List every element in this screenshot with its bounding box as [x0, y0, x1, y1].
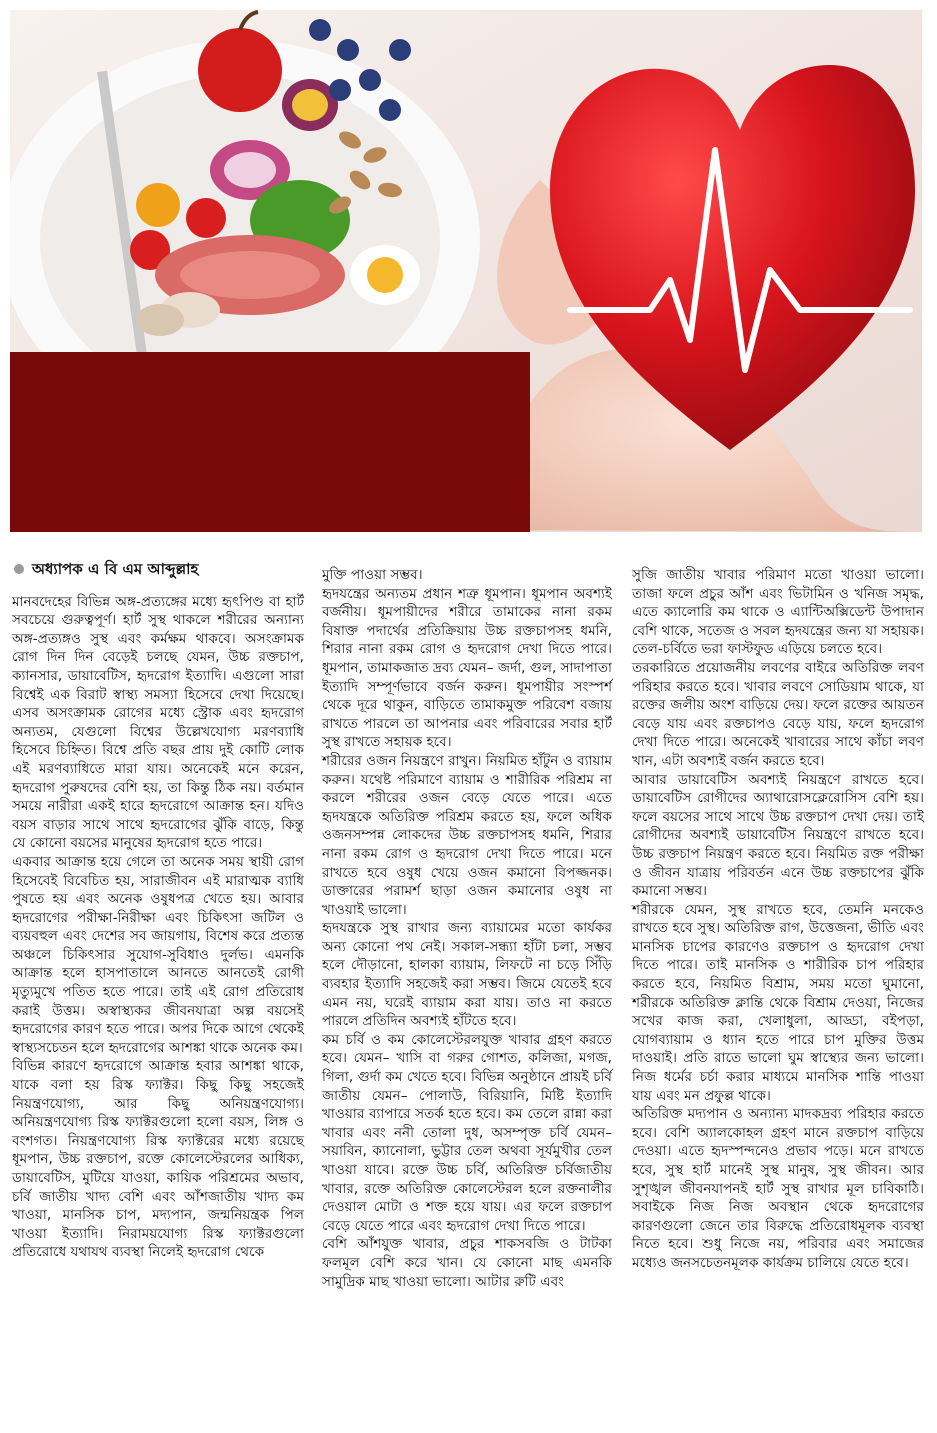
paragraph: শরীরকে যেমন, সুস্থ রাখতে হবে, তেমনি মনকেও রাখতে হবে সুস্থ। অতিরিক্ত রাগ, উত্তেজনা, ভীতি এবং মানসিক চাপের কারণেও রক্তচাপ ও হৃদরোগ দেখা দিতে পারে। তাই মানসিক ও শারীরিক চাপ পরিহার করতে হবে, নিয়মিত বিশ্রাম, সময় মতো ঘুমানো, শরীরকে অতিরিক্ত ক্লান্তি থেকে বিশ্রাম দেওয়া, নিজের সখের কাজ করা, খেলাধুলা, আড্ডা, বইপড়া, যোগব্যায়াম ও ধ্যান হতে পারে চাপ মুক্তির উত্তম দাওয়াই। প্রতি রাতে ভালো ঘুম স্বাস্থ্যের জন্য ভালো। নিজ ধর্মের চর্চা করার মাধ্যমে মানসিক শান্তি পাওয়া যায় এবং মন প্রফুল্ল থাকে। [632, 901, 924, 1104]
paragraph: মানবদেহের বিভিন্ন অঙ্গ-প্রত্যঙ্গের মধ্যে হৃৎপিণ্ড বা হার্ট সবচেয়ে গুরুত্বপূর্ণ। হার্ট সুস্থ থাকলে শরীরের অন্যান্য অঙ্গ-প্রত্যঙ্গও সুস্থ এবং কর্মক্ষম থাকবে। অসংক্রামক রোগ দিন দিন বেড়েই চলছে যেমন, উচ্চ রক্তচাপ, ক্যানসার, ডায়াবেটিস, হৃদরোগ ইত্যাদি। এগুলো সারা বিশ্বেই এক বিরাট স্বাস্থ্য সমস্যা হিসেবে দেখা দিয়েছে। এসব অসংক্রামক রোগের মধ্যে স্ট্রোক এবং হৃদরোগ অন্যতম, যেগুলো বিশ্বের উল্লেখযোগ্য মরণব্যাধি হিসেবে চিহ্নিত। বিশ্বে প্রতি বছর প্রায় দুই কোটি লোক এই মরণব্যাধিতে মারা যায়। অনেকেই মনে করেন, হৃদরোগ পুরুষদের বেশি হয়, তা কিন্তু ঠিক নয়। বর্তমান সময়ে নারীরা একই হারে হৃদরোগে আক্রান্ত হন। যদিও বয়স বাড়ার সাথে সাথে হৃদরোগের ঝুঁকি বাড়ে, কিন্তু যে কোনো বয়সের মানুষের হৃদরোগ হতে পারে। [12, 593, 304, 852]
bullet-dot-icon [14, 564, 24, 574]
author-name: অধ্যাপক এ বি এম আব্দুল্লাহ [32, 560, 199, 578]
paragraph: একবার আক্রান্ত হয়ে গেলে তা অনেক সময় স্থায়ী রোগ হিসেবেই বিবেচিত হয়, সারাজীবন এই মারাত্মক ব্যাধি পুষতে হয় এবং অনেক ওষুধপত্র খেতে হয়। আবার হৃদরোগের পরীক্ষা-নিরীক্ষা এবং চিকিৎসা জটিল ও ব্যয়বহুল এবং দেশের সব জায়গায়, বিশেষ করে প্রত্যন্ত অঞ্চলে চিকিৎসার সুযোগ-সুবিধাও দুর্লভ। এমনকি আক্রান্ত হলে হাসপাতালে আনতে আনতেই রোগী মৃত্যুমুখে পতিত হতে পারে। তাই এই রোগ প্রতিরোধ করাই উত্তম। অস্বাস্থ্যকর জীবনযাত্রা অল্প বয়সেই হৃদরোগের কারণ হতে পারে। অপর দিকে আগে থেকেই স্বাস্থ্যসচেতন হলে হৃদরোগের আশঙ্কা থাকে অনেক কম। [12, 853, 304, 1056]
article-column-3 [632, 566, 924, 1273]
article-column-1 [12, 560, 304, 1262]
paragraph: বেশি আঁশযুক্ত খাবার, প্রচুর শাকসবজি ও টাটকা ফলমূল বেশি করে খান। যে কোনো মাছ এমনকি সামুদ্রিক মাছ খাওয়া ভালো। আটার রুটি এবং [322, 1236, 612, 1290]
paragraph: তরকারিতে প্রয়োজনীয় লবণের বাইরে অতিরিক্ত লবণ পরিহার করতে হবে। খাবার লবণে সোডিয়াম থাকে, যা রক্তের জলীয় অংশ বাড়িয়ে দেয়। ফলে রক্তের আয়তন বেড়ে যায় এবং রক্তচাপও বেড়ে যায়, ফলে হৃদরোগ দেখা দিতে পারে। অনেকেই খাবারের সাথে কাঁচা লবণ খান, এটা অবশ্যই বর্জন করতে হবে। [632, 659, 924, 769]
apple [198, 28, 282, 112]
paragraph: সুজি জাতীয় খাবার পরিমাণ মতো খাওয়া ভালো। তাজা ফলে প্রচুর আঁশ এবং ভিটামিন ও খনিজ সমৃদ্ধ, এতে ক্যালোরি কম থাকে ও এ্যান্টিঅক্সিডেন্ট উপাদান বেশি থাকে, সতেজ ও সবল হৃদযন্ত্রের জন্য যা সহায়ক। তেল-চর্বিতে ভরা ফাস্টফুড এড়িয়ে চলতে হবে। [632, 567, 924, 658]
article-column-2 [322, 566, 612, 1291]
author-byline [12, 560, 304, 579]
paragraph: হৃদযন্ত্রের অন্যতম প্রধান শত্রু ধূমপান। ধূমপান অবশ্যই বর্জনীয়। ধূমপায়ীদের শরীরে তামাকের নানা রকম বিষাক্ত পদার্থের প্রতিক্রিয়ায় উচ্চ রক্তচাপসহ ধমনি, শিরার নানা রকম রোগ ও হৃদরোগ দেখা দিতে পারে। ধূমপান, তামাকজাত দ্রব্য যেমন– জর্দা, গুল, সাদাপাতা ইত্যাদি সম্পূর্ণভাবে বর্জন করুন। ধূমপায়ীর সংস্পর্শ থেকে দূরে থাকুন, বাড়িতে তামাকমুক্ত পরিবেশ বজায় রাখতে পারলে তা আপনার এবং পরিবারের সবার হার্ট সুস্থ রাখতে সহায়ক হবে। [322, 585, 612, 751]
paragraph: বিভিন্ন কারণে হৃদরোগে আক্রান্ত হবার আশঙ্কা থাকে, যাকে বলা হয় রিস্ক ফ্যাক্টর। কিছু কিছু সহজেই নিয়ন্ত্রণযোগ্য, আর কিছু অনিয়ন্ত্রণযোগ্য। অনিয়ন্ত্রণযোগ্য রিস্ক ফ্যাক্টরগুলো হলো বয়স, লিঙ্গ ও বংশগত। নিয়ন্ত্রণযোগ্য রিস্ক ফ্যাক্টরের মধ্যে রয়েছে ধূমপান, উচ্চ রক্তচাপ, রক্তে কোলেস্টেরলের আধিক্য, ডায়াবেটিস, মুটিয়ে যাওয়া, কায়িক পরিশ্রমের অভাব, চর্বি জাতীয় খাদ্য বেশি এবং আঁশজাতীয় খাদ্য কম খাওয়া, মানসিক চাপ, মদ্যপান, জন্মনিয়ন্ত্রক পিল খাওয়া ইত্যাদি। নিরাময়যোগ্য রিস্ক ফ্যাক্টরগুলো প্রতিরোধে যথাযথ ব্যবস্থা নিলেই হৃদরোগ থেকে [12, 1058, 304, 1261]
paragraph: হৃদযন্ত্রকে সুস্থ রাখার জন্য ব্যায়ামের মতো কার্যকর অন্য কোনো পথ নেই। সকাল-সন্ধ্যা হাঁটা চলা, সম্ভব হলে দৌড়ানো, হালকা ব্যায়াম, লিফটে না চড়ে সিঁড়ি ব্যবহার ইত্যাদি সহজেই করা সম্ভব। জিমে যেতেই হবে এমন নয়, ঘরেই ব্যায়াম করা যায়। তাও না করতে পারলে প্রতিদিন অবশ্যই হাঁটতে হবে। [322, 920, 612, 1030]
paragraph: শরীরের ওজন নিয়ন্ত্রণে রাখুন। নিয়মিত হাঁটুন ও ব্যায়াম করুন। যথেষ্ট পরিমাণে ব্যায়াম ও শারীরিক পরিশ্রম না করলে শরীরের ওজন বেড়ে যেতে পারে। এতে হৃদযন্ত্রকে অতিরিক্ত পরিশ্রম করতে হয়, ফলে অধিক ওজনসম্পন্ন লোকদের উচ্চ রক্তচাপসহ ধমনি, শিরার নানা রকম রোগ ও হৃদরোগ দেখা দিতে পারে। মনে রাখতে হবে ওষুধ খেয়ে ওজন কমানো বিপজ্জনক। ডাক্তারের পরামর্শ ছাড়া ওজন কমানোর ওষুধ না খাওয়াই ভালো। [322, 752, 613, 918]
paragraph: অতিরিক্ত মদ্যপান ও অন্যান্য মাদকদ্রব্য পরিহার করতে হবে। বেশি অ্যালকোহল গ্রহণ মানে রক্তচাপ বাড়িয়ে দেওয়া। এতে হৃদস্পন্দনেও প্রভাব পড়ে। মনে রাখতে হবে, সুস্থ হার্ট মানেই সুস্থ মানুষ, সুস্থ জীবন। আর সুশৃঙ্খল জীবনযাপনই হার্ট সুস্থ রাখার মূল চাবিকাঠি। সবাইকে নিজ নিজ অবস্থান থেকে হৃদরোগের কারণগুলো জেনে তার বিরুদ্ধে প্রতিরোধমূলক ব্যবস্থা নিতে হবে। শুধু নিজে নয়, পরিবার এবং সমাজের মধ্যেও জনসচেতনমূলক কার্যক্রম চালিয়ে যেতে হবে। [632, 1106, 924, 1271]
paragraph: আবার ডায়াবেটিস অবশ্যই নিয়ন্ত্রণে রাখতে হবে। ডায়াবেটিস রোগীদের অ্যাথারোসক্লেরোসিস বেশি হয়। ফলে বয়সের সাথে সাথে উচ্চ রক্তচাপ দেখা দেয়। তাই রোগীদের অবশ্যই ডায়াবেটিস নিয়ন্ত্রণে রাখতে হবে। উচ্চ রক্তচাপ নিয়ন্ত্রণ করতে হবে। নিয়মিত রক্ত পরীক্ষা ও জীবন যাত্রায় পরিবর্তন এনে উচ্চ রক্তচাপের ঝুঁকি কমানো সম্ভব। [632, 771, 924, 900]
paragraph: কম চর্বি ও কম কোলেস্টেরলযুক্ত খাবার গ্রহণ করতে হবে। যেমন– খাসি বা গরুর গোশত, কলিজা, মগজ, গিলা, গুর্দা কম খেতে হবে। বিভিন্ন অনুষ্ঠানে প্রায়ই চর্বি জাতীয় যেমন– পোলাউ, বিরিয়ানি, মিষ্টি ইত্যাদি খাওয়ার ব্যাপারে সতর্ক হতে হবে। কম তেলে রান্না করা খাবার এবং ননী তোলা দুধ, অসম্পৃক্ত চর্বি যেমন– সয়াবিন, ক্যানোলা, ভুট্টার তেল অথবা সূর্যমুখীর তেল খাওয়া যাবে। রক্তে উচ্চ চর্বি, অতিরিক্ত চর্বিজাতীয় খাবার, রক্তে অতিরিক্ত কোলেস্টেরল হলে রক্তনালীর দেওয়াল মোটা ও শক্ত হয়ে যায়। এর ফলে রক্তচাপ বেড়ে যেতে পারে এবং হৃদরোগ দেখা দিতে পারে। [322, 1031, 612, 1234]
paragraph: মুক্তি পাওয়া সম্ভব। [322, 567, 423, 583]
headline-box [10, 352, 530, 532]
